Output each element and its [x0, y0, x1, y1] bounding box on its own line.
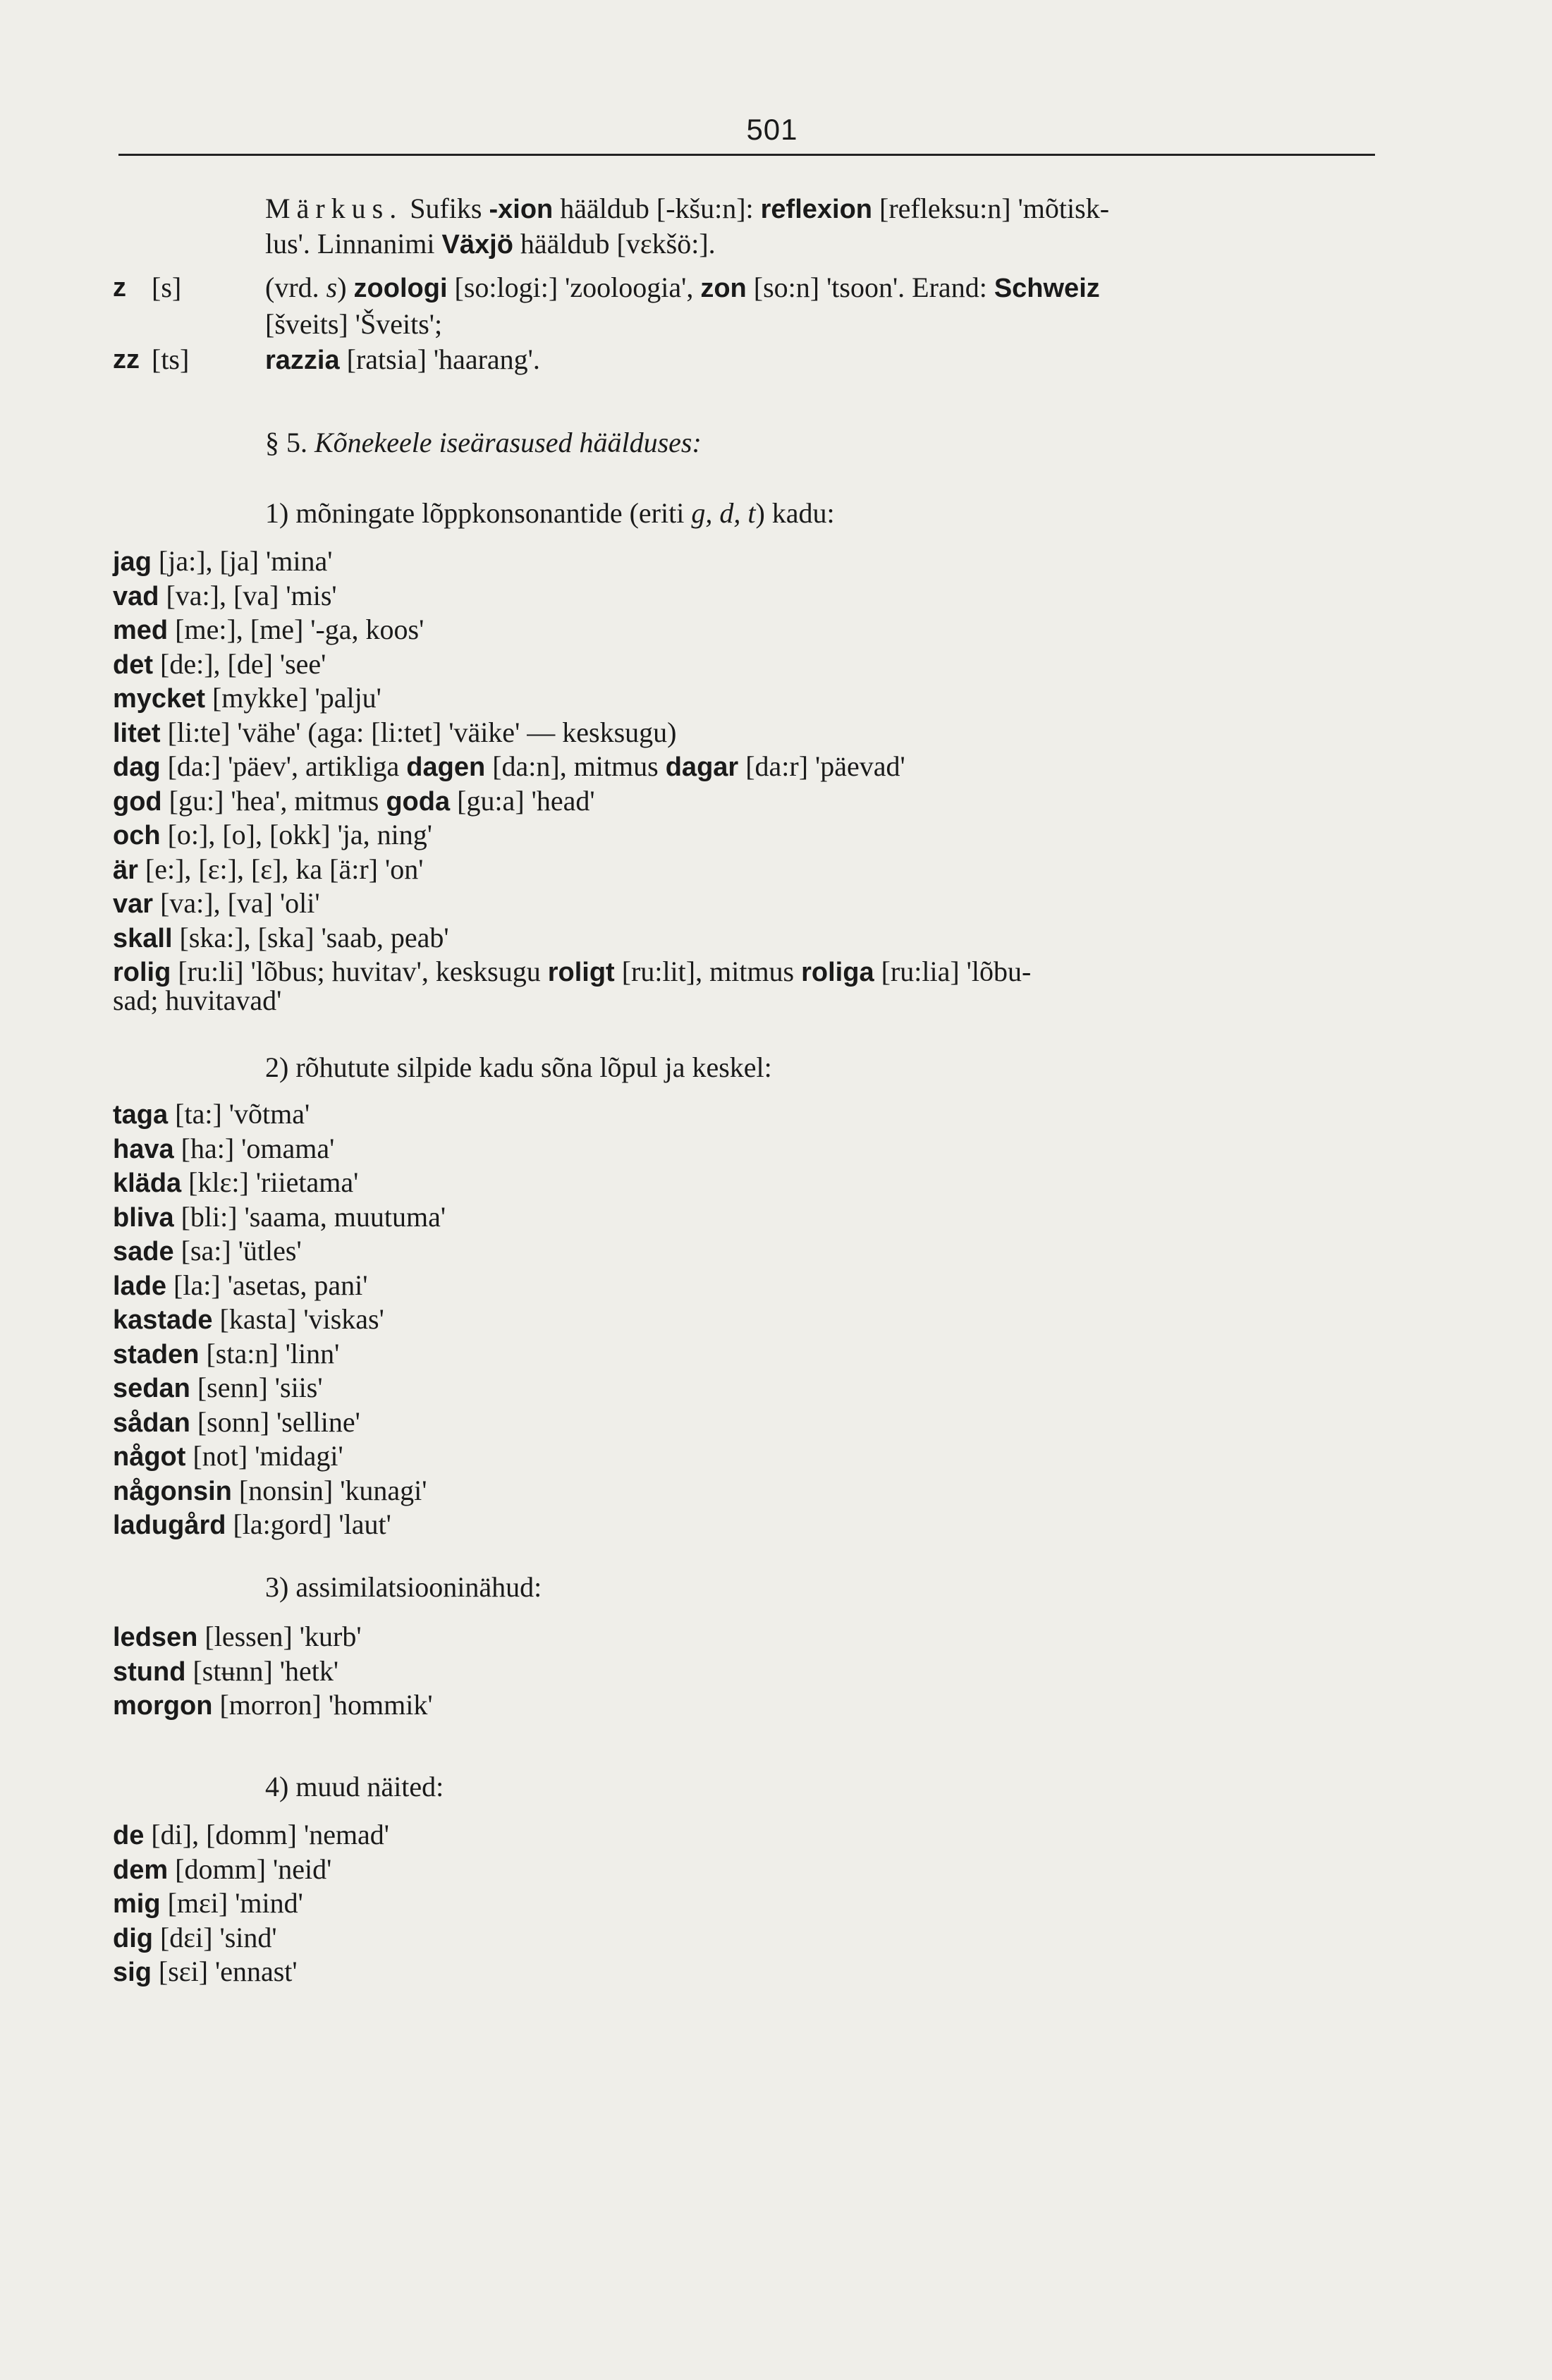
- entry-word: och: [113, 821, 161, 850]
- list-item: [113, 680, 381, 717]
- entry-text: [stʉnn] 'hetk': [185, 1654, 339, 1687]
- list-item: [113, 1885, 303, 1922]
- entry-word: de: [113, 1821, 145, 1850]
- entry-text: [not] 'midagi': [185, 1440, 343, 1472]
- entry-text: [sonn] 'selline': [190, 1405, 360, 1438]
- note-term: -xion: [489, 195, 554, 224]
- note-term: reflexion: [760, 195, 873, 224]
- section-title: Kõnekeele iseärasused häälduses:: [314, 427, 702, 458]
- section-heading: [113, 425, 1527, 461]
- entry-text: [da:n], mitmus: [485, 750, 666, 782]
- entry-text: [klɛ:] 'riietama': [181, 1166, 359, 1198]
- note-line-1: [113, 190, 1527, 228]
- rule-text: [so:n] 'tsoon'. Erand:: [746, 271, 994, 303]
- entry-text: [senn] 'siis': [190, 1372, 323, 1403]
- entry-word: rolig: [113, 958, 171, 987]
- entry-word: dig: [113, 1923, 153, 1953]
- note-term: Växjö: [441, 230, 513, 260]
- entry-text: [da:r] 'päevad': [738, 750, 905, 782]
- note-label: Märkus.: [265, 193, 403, 224]
- rule-letter: z: [113, 273, 126, 303]
- list-item: [113, 817, 432, 854]
- list-item: [113, 646, 326, 683]
- entry-word: taga: [113, 1100, 169, 1130]
- entry-text: [sta:n] 'linn': [199, 1337, 340, 1369]
- entry-word: jag: [113, 547, 152, 577]
- list-item: [113, 1920, 277, 1957]
- entry-word: med: [113, 616, 169, 645]
- rule-term: zon: [700, 274, 747, 303]
- entry-word: ledsen: [113, 1623, 198, 1652]
- entry-word: roligt: [547, 958, 615, 987]
- rule-text: s: [326, 271, 338, 303]
- list-item: [113, 1267, 367, 1305]
- entry-word: hava: [113, 1134, 174, 1164]
- entry-text: [de:], [de] 'see': [153, 647, 326, 680]
- entry-word: någonsin: [113, 1476, 232, 1506]
- subsection-1-heading: [113, 495, 1527, 532]
- entry-word: det: [113, 649, 153, 680]
- entry-word: goda: [386, 786, 451, 817]
- section-number: § 5.: [265, 427, 307, 458]
- entry-word: vad: [113, 581, 159, 611]
- entry-text: [mɛi] 'mind': [160, 1887, 303, 1919]
- entry-word: sådan: [113, 1408, 190, 1438]
- entry-word: stund: [113, 1656, 186, 1687]
- subsection-4-heading: 4) muud näited:: [265, 1771, 444, 1802]
- entry-text: [sɛi] 'ennast': [151, 1955, 298, 1987]
- entry-text: [va:], [va] 'oli': [153, 887, 320, 919]
- rule-z-line-1: [265, 269, 1100, 307]
- subsection-3-heading: 3) assimilatsiooninähud:: [265, 1571, 542, 1603]
- list-item: [113, 851, 423, 889]
- list-item: [113, 1506, 391, 1544]
- entry-word: var: [113, 889, 154, 919]
- entry-text: [bli:] 'saama, muutuma': [173, 1200, 446, 1233]
- list-item: [113, 1336, 339, 1373]
- entry-word: dagar: [665, 752, 739, 782]
- entry-text: [ja:], [ja] 'mina': [151, 545, 333, 577]
- entry-word: mycket: [113, 684, 205, 714]
- header-rule: [118, 154, 1375, 156]
- rule-text: (vrd.: [265, 271, 326, 303]
- list-item: [113, 885, 320, 922]
- list-item: [113, 1404, 360, 1441]
- entry-text: [ha:] 'omama': [173, 1132, 335, 1164]
- page-number: 501: [746, 113, 798, 146]
- list-item: [113, 1233, 302, 1270]
- list-item: [113, 611, 424, 649]
- list-item: [113, 1096, 310, 1133]
- entry-text: [la:] 'asetas, pani': [166, 1269, 368, 1301]
- entry-word: bliva: [113, 1202, 174, 1233]
- list-item: [113, 1369, 323, 1407]
- list-item: [113, 1653, 338, 1690]
- entry-word: något: [113, 1442, 186, 1472]
- entry-text: [morron] 'hommik': [212, 1689, 433, 1721]
- entry-text: [la:gord] 'laut': [226, 1508, 391, 1540]
- entry-text: [e:], [ɛ:], [ɛ], ka [ä:r] 'on': [138, 853, 424, 885]
- rule-z-line-2: [šveits] 'Šveits';: [265, 308, 443, 340]
- entry-word: kastade: [113, 1305, 213, 1335]
- list-item: [113, 1199, 446, 1236]
- entry-text: [ru:li] 'lõbus; huvitav', kesksugu: [171, 956, 548, 987]
- entry-text: [ru:lit], mitmus: [614, 956, 802, 987]
- entry-text: [da:] 'päev', artikliga: [160, 750, 407, 782]
- entry-text: [di], [domm] 'nemad': [144, 1819, 390, 1850]
- entry-text: [sa:] 'ütles': [173, 1235, 302, 1267]
- entry-text: [lessen] 'kurb': [197, 1621, 362, 1652]
- note-line-2: [113, 226, 1527, 263]
- entry-word: skall: [113, 923, 173, 953]
- entry-word: dagen: [406, 752, 486, 782]
- entry-text: [domm] 'neid': [168, 1853, 332, 1885]
- list-item: [113, 1817, 389, 1854]
- rule-text: [so:logi:] 'zooloogia',: [447, 271, 701, 303]
- entry-word: sig: [113, 1958, 152, 1987]
- entry-text: [ska:], [ska] 'saab, peab': [172, 921, 449, 953]
- rule-term: razzia: [265, 346, 340, 375]
- list-item: [113, 783, 595, 820]
- note-text: Sufiks: [403, 193, 489, 224]
- entry-text: [gu:a] 'head': [450, 784, 595, 817]
- entry-text: [ta:] 'võtma': [168, 1098, 310, 1130]
- note-text: hääldub [vɛkšö:].: [513, 228, 716, 260]
- entry-word: morgon: [113, 1691, 213, 1721]
- entry-text: [dɛi] 'sind': [152, 1921, 277, 1953]
- list-item: [113, 578, 337, 615]
- note-text: [refleksu:n] 'mõtisk-: [872, 193, 1110, 224]
- rule-term: Schweiz: [994, 274, 1100, 303]
- entry-text: [o:], [o], [okk] 'ja, ning': [160, 819, 432, 850]
- rule-text: ): [337, 271, 354, 303]
- entry-word: lade: [113, 1271, 167, 1301]
- entry-text: [mykke] 'palju': [204, 682, 381, 714]
- rule-ipa: [ts]: [152, 343, 190, 375]
- entry-text: [gu:] 'hea', mitmus: [161, 784, 386, 817]
- entry-text: [li:te] 'vähe' (aga: [li:tet] 'väike' — kesksugu): [160, 716, 677, 748]
- list-item: [113, 1472, 427, 1510]
- list-item: [113, 920, 449, 957]
- entry-word: sedan: [113, 1374, 190, 1403]
- subsection-2-heading: 2) rõhutute silpide kadu sõna lõpul ja keskel:: [265, 1051, 772, 1083]
- rule-z: [113, 269, 1375, 347]
- list-item: [113, 748, 905, 786]
- list-item: [113, 1618, 362, 1656]
- list-item: [113, 1953, 298, 1991]
- note-text: lus'. Linnanimi: [265, 228, 442, 260]
- entry-text: [ru:lia] 'lõbu-: [874, 956, 1032, 987]
- list-item: [113, 1438, 343, 1475]
- entry-word: sade: [113, 1237, 174, 1267]
- note-text: hääldub [-kšu:n]:: [553, 193, 761, 224]
- subsection-text: g, d, t: [691, 497, 756, 529]
- rule-text: [ratsia] 'haarang'.: [339, 343, 540, 375]
- list-item: [113, 1130, 334, 1168]
- entry-word: är: [113, 855, 138, 885]
- rule-ipa: [s]: [152, 271, 182, 303]
- rule-letter: zz: [113, 345, 140, 374]
- list-item: [113, 1851, 331, 1888]
- list-item: [113, 714, 676, 752]
- entry-text: [va:], [va] 'mis': [159, 579, 337, 611]
- entry-word: ladugård: [113, 1511, 226, 1540]
- entry-word: roliga: [801, 958, 874, 987]
- list-item: [113, 1687, 433, 1724]
- entry-word: kläda: [113, 1168, 182, 1198]
- entry-word: mig: [113, 1889, 161, 1919]
- entry-text: [me:], [me] '-ga, koos': [168, 614, 424, 645]
- subsection-text: ) kadu:: [755, 497, 835, 529]
- entry-continuation: sad; huvitavad': [113, 984, 282, 1016]
- entry-text: [kasta] 'viskas': [212, 1303, 384, 1335]
- rule-zz-line: [265, 341, 540, 379]
- rule-term: zoologi: [353, 274, 448, 303]
- entry-word: god: [113, 786, 162, 817]
- list-item: [113, 1164, 358, 1202]
- entry-word: staden: [113, 1339, 200, 1369]
- subsection-text: 1) mõningate lõppkonsonantide (eriti: [265, 497, 692, 529]
- entry-word: dag: [113, 752, 161, 782]
- list-item: [113, 543, 332, 580]
- entry-word: litet: [113, 718, 161, 748]
- entry-text: [nonsin] 'kunagi': [231, 1474, 427, 1506]
- entry-word: dem: [113, 1855, 169, 1885]
- list-item: [113, 1301, 384, 1338]
